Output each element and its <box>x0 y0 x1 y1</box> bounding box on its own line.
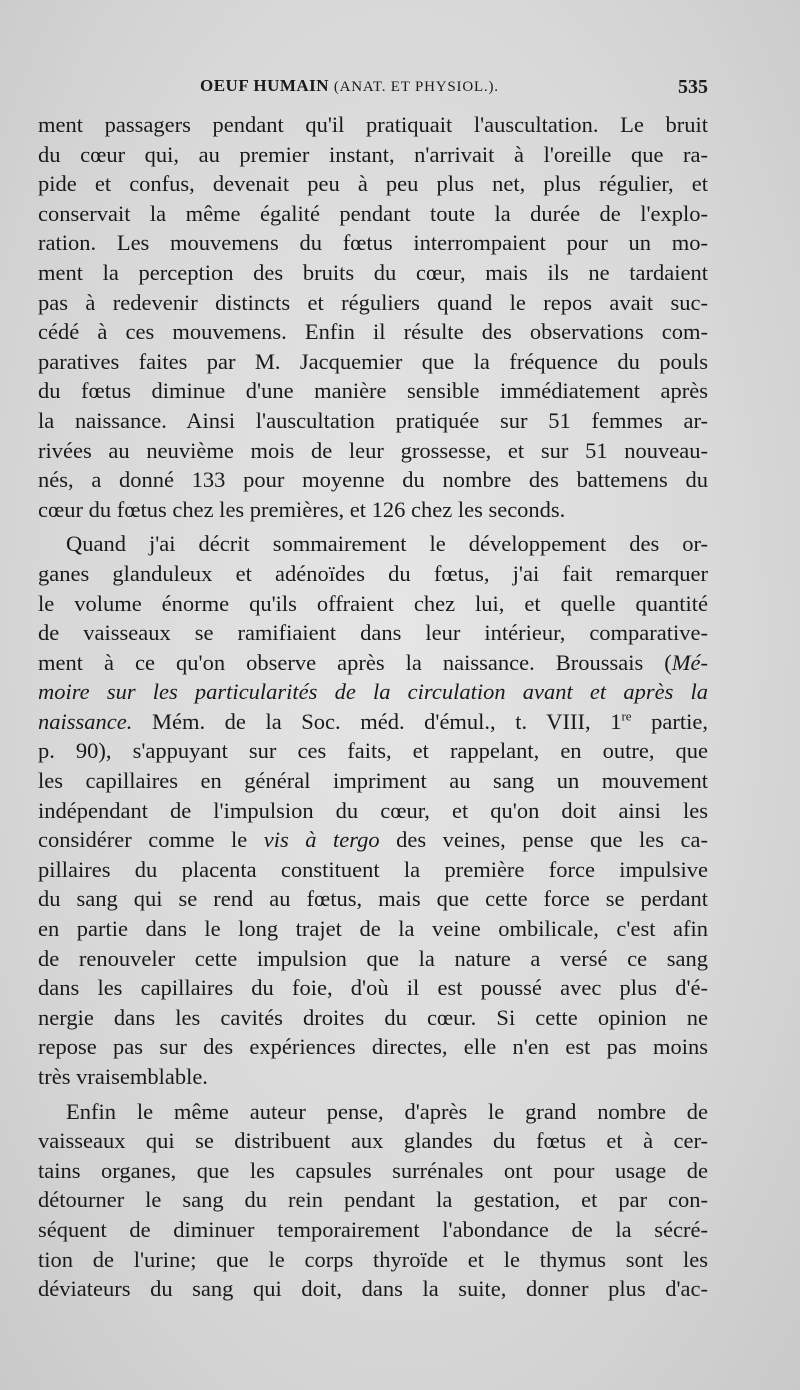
text-line: cédé à ces mouvemens. Enfin il résulte des observations com- <box>38 319 708 345</box>
text-line: ganes glanduleux et adénoïdes du fœtus, j'ai fait remarquer <box>38 560 708 586</box>
text-line: pide et confus, devenait peu à peu plus net, plus régulier, et <box>38 171 708 197</box>
text-line: nergie dans les cavités droites du cœur. Si cette opinion ne <box>38 1004 708 1030</box>
text-line: le volume énorme qu'ils offraient chez lui, et quelle quantité <box>38 590 708 616</box>
text-line: vaisseaux qui se distribuent aux glandes du fœtus et à cer- <box>38 1128 708 1154</box>
text-line: détourner le sang du rein pendant la gestation, et par con- <box>38 1187 708 1213</box>
running-title-main: OEUF HUMAIN <box>200 76 330 95</box>
text-line <box>38 825 708 855</box>
text-line: de vaisseaux se ramifiaient dans leur intérieur, comparative- <box>38 620 708 646</box>
text-segment: partie, <box>631 708 708 734</box>
text-line: rivées au neuvième mois de leur grossesse, et sur 51 nouveau- <box>38 437 708 463</box>
text-line: très vraisemblable. <box>38 1064 208 1089</box>
text-segment: des veines, pense que les ca- <box>379 827 709 853</box>
text-line: pillaires du placenta constituent la première force impulsive <box>38 856 708 882</box>
running-title-sub: (ANAT. ET PHYSIOL.). <box>333 79 499 95</box>
text-line: du sang qui se rend au fœtus, mais que cette force se perdant <box>38 886 708 912</box>
text-segment: ment à ce qu'on observe après la naissance. Broussais ( <box>38 649 672 675</box>
text-line: Quand j'ai décrit sommairement le développement des or- <box>66 531 708 557</box>
text-line: du fœtus diminue d'une manière sensible immédiatement après <box>38 378 708 404</box>
text-line: ration. Les mouvemens du fœtus interrompaient pour un mo- <box>38 230 708 256</box>
text-line: séquent de diminuer temporairement l'abondance de la sécré- <box>38 1216 708 1242</box>
italic-segment: Mé- <box>671 649 708 675</box>
paragraph-3 <box>38 1097 708 1304</box>
italic-segment: vis à tergo <box>263 827 380 853</box>
text-line: dans les capillaires du foie, d'où il est poussé avec plus d'é- <box>38 975 708 1001</box>
text-line: paratives faites par M. Jacquemier que la fréquence du pouls <box>38 348 708 374</box>
text-line <box>38 648 708 678</box>
text-segment: Mém. de la Soc. méd. d'émul., t. VIII, 1 <box>132 708 622 734</box>
text-line: repose pas sur des expériences directes, elle n'en est pas moins <box>38 1034 708 1060</box>
superscript: re <box>621 708 632 724</box>
text-line: déviateurs du sang qui doit, dans la suite, donner plus d'ac- <box>38 1276 708 1302</box>
text-line: ment passagers pendant qu'il pratiquait l'auscultation. Le bruit <box>38 112 708 137</box>
text-line: ment la perception des bruits du cœur, mais ils ne tardaient <box>38 259 708 285</box>
italic-segment: naissance. <box>38 708 133 734</box>
text-line: la naissance. Ainsi l'auscultation pratiquée sur 51 femmes ar- <box>38 407 708 433</box>
text-line: moire sur les particularités de la circulation avant et après la <box>38 679 708 705</box>
text-line: cœur du fœtus chez les premières, et 126 chez les seconds. <box>38 496 566 522</box>
text-line: pas à redevenir distincts et réguliers quand le repos avait suc- <box>38 289 708 315</box>
text-line: en partie dans le long trajet de la veine ombilicale, c'est afin <box>38 916 708 942</box>
paragraph-1 <box>38 110 708 524</box>
text-line <box>38 707 708 737</box>
text-line: nés, a donné 133 pour moyenne du nombre des battemens du <box>38 467 708 493</box>
text-line: Enfin le même auteur pense, d'après le grand nombre de <box>66 1098 708 1124</box>
text-line: p. 90), s'appuyant sur ces faits, et rappelant, en outre, que <box>38 738 708 764</box>
body-text <box>38 110 708 1304</box>
text-line: conservait la même égalité pendant toute la durée de l'explo- <box>38 200 708 226</box>
text-line: de renouveler cette impulsion que la nature a versé ce sang <box>38 945 708 971</box>
page-number: 535 <box>678 76 708 98</box>
text-line: tains organes, que les capsules surrénales ont pour usage de <box>38 1157 708 1183</box>
running-header <box>38 76 708 102</box>
text-line: du cœur qui, au premier instant, n'arrivait à l'oreille que ra- <box>38 141 708 167</box>
text-segment: considérer comme le <box>38 827 248 853</box>
text-line: les capillaires en général impriment au sang un mouvement <box>38 768 708 794</box>
paragraph-2 <box>38 529 708 1091</box>
text-line: indépendant de l'impulsion du cœur, et qu'on doit ainsi les <box>38 797 708 823</box>
running-title <box>200 76 499 96</box>
text-line: tion de l'urine; que le corps thyroïde et le thymus sont les <box>38 1246 708 1272</box>
